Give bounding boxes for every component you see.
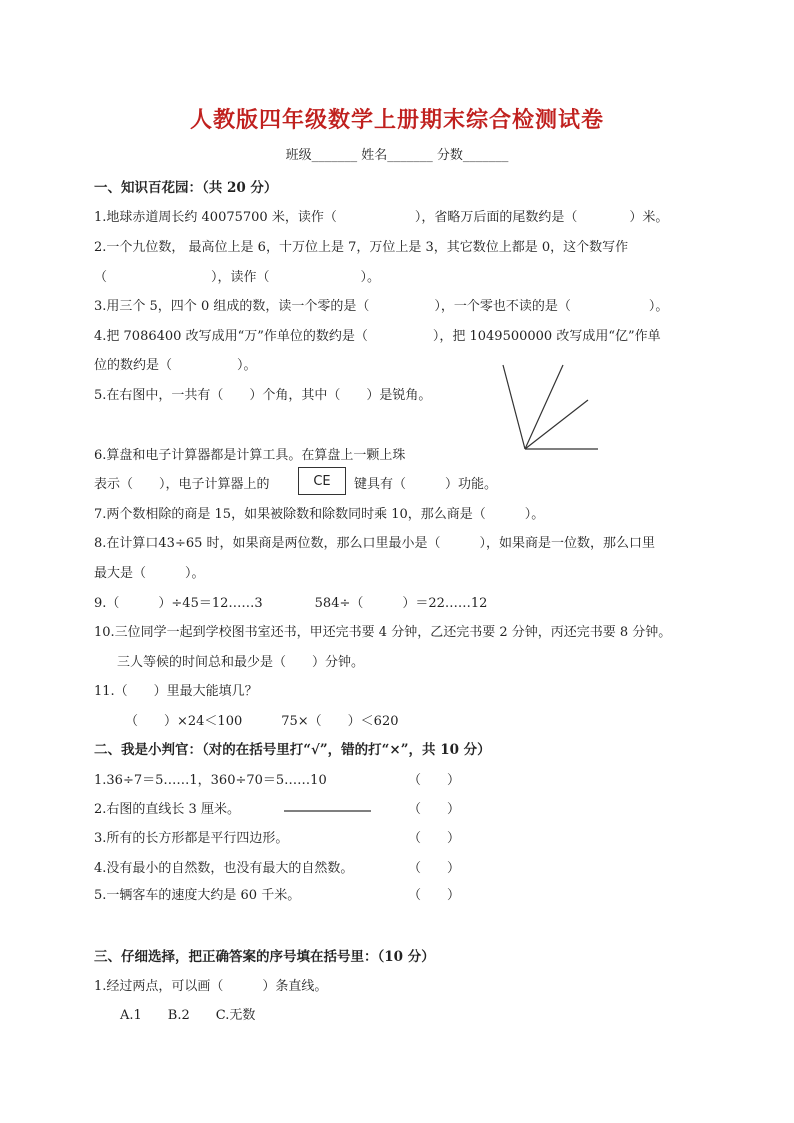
question-line: 键具有（ ）功能。 [354,477,498,492]
question-line: 2.一个九位数， 最高位上是 6，十万位上是 7，万位上是 3，其它数位上都是 0，这个数写作 [94,240,629,255]
section-2-heading: 二、我是小判官：（对的在括号里打“√”，错的打“×”，共 10 分） [94,742,491,758]
answer-bracket: （ ） [408,773,461,788]
section-1-heading: 一、知识百花园：（共 20 分） [94,180,278,196]
judge-item: 3.所有的长方形都是平行四边形。 [94,831,289,846]
question-line: 9.（ ）÷45＝12……3 584÷（ ）＝22……12 [94,596,488,611]
page-title: 人教版四年级数学上册期末综合检测试卷 [189,107,604,133]
question-line: （ ）×24＜100 75×（ ）＜620 [125,714,399,729]
question-line: 最大是（ ）。 [94,566,205,581]
question-line: 3.用三个 5，四个 0 组成的数，读一个零的是（ ），一个零也不读的是（ ）。 [94,299,669,314]
choice-options: A.1 B.2 C.无数 [120,1008,256,1023]
choice-question: 1.经过两点，可以画（ ）条直线。 [94,979,328,994]
question-line: 1.地球赤道周长约 40075700 米，读作（ ），省略万后面的尾数约是（ ）米。 [94,210,669,225]
answer-bracket: （ ） [408,831,461,846]
question-line: 6.算盘和电子计算器都是计算工具。在算盘上一颗上珠 [94,448,406,463]
question-line: 7.两个数相除的商是 15，如果被除数和除数同时乘 10，那么商是（ ）。 [94,507,545,522]
student-info-line: 班级_______ 姓名_______ 分数_______ [285,148,509,163]
question-line: 位的数约是（ ）。 [94,358,257,373]
question-line: 4.把 7086400 改写成用“万”作单位的数约是（ ），把 1049500000 改写成用“亿”作单 [94,329,661,344]
section-3-heading: 三、仔细选择，把正确答案的序号填在括号里：（10 分） [94,949,435,965]
question-line: 10.三位同学一起到学校图书室还书，甲还完书要 4 分钟，乙还完书要 2 分钟，丙还完书要 8 分钟。 [94,625,672,640]
judge-item: 5.一辆客车的速度大约是 60 千米。 [94,888,301,903]
question-line: 5.在右图中，一共有（ ）个角，其中（ ）是锐角。 [94,388,432,403]
angle-figure [495,360,605,455]
judge-item: 4.没有最小的自然数，也没有最大的自然数。 [94,861,354,876]
judge-item: 2.右图的直线长 3 厘米。 [94,802,240,817]
answer-bracket: （ ） [408,888,461,903]
question-line: 11.（ ）里最大能填几？ [94,684,258,699]
question-line: 表示（ ），电子计算器上的 [94,477,270,492]
question-line: 8.在计算口43÷65 时，如果商是两位数，那么口里最小是（ ），如果商是一位数，那么口里 [94,536,656,551]
answer-bracket: （ ） [408,861,461,876]
judge-item: 1.36÷7＝5……1，360÷70＝5……10 [94,773,327,788]
line-segment-figure [283,808,373,814]
question-line: （ ），读作（ ）。 [94,270,381,285]
question-line: 三人等候的时间总和最少是（ ）分钟。 [117,655,365,670]
answer-bracket: （ ） [408,802,461,817]
ce-key-box: CE [298,467,346,495]
